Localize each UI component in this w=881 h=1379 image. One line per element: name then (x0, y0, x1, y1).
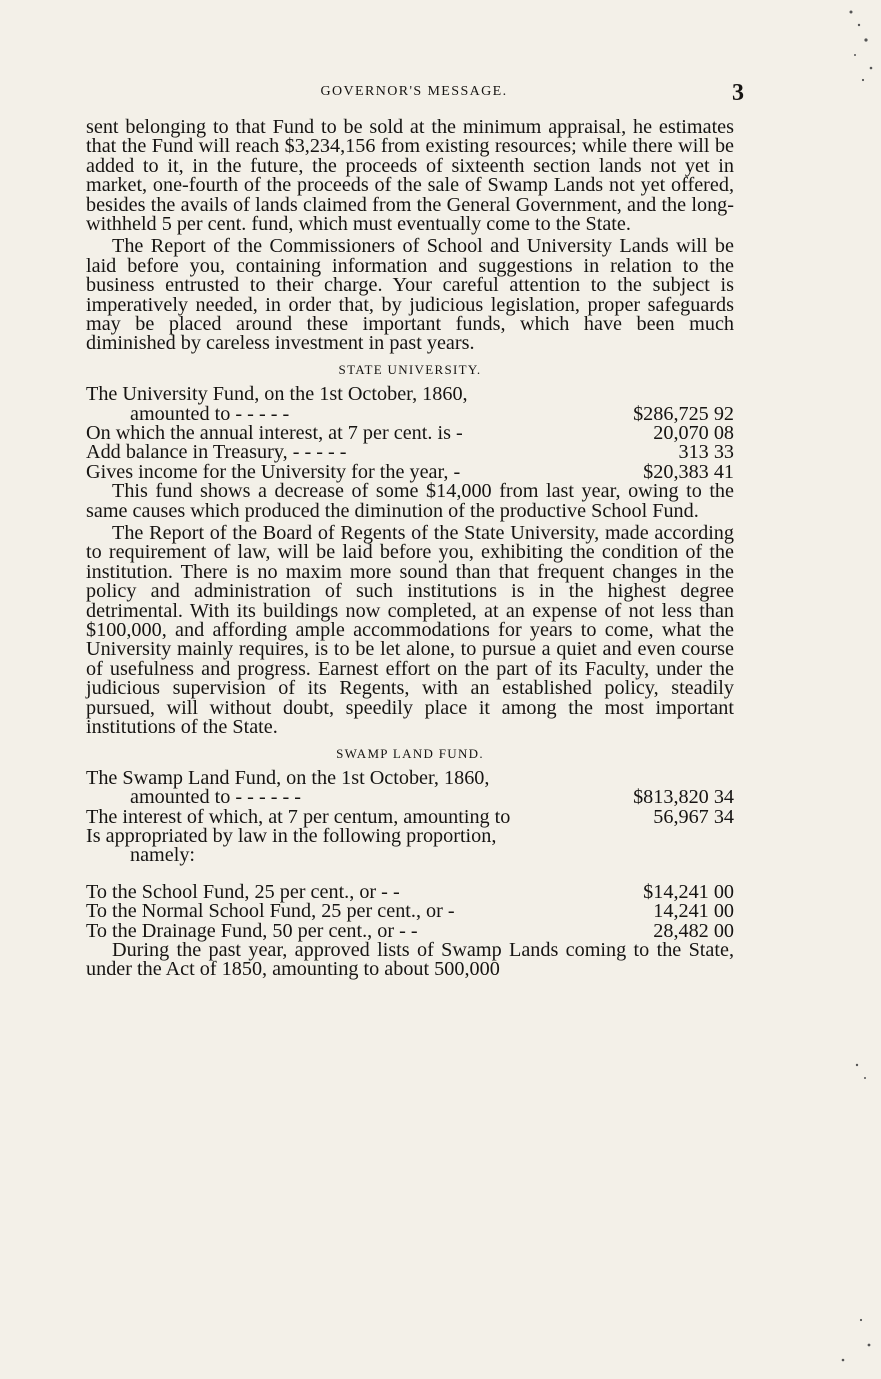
row-label: amounted to - - - - - (130, 402, 290, 425)
row-amount: 14,241 00 (653, 900, 734, 923)
paragraph-commissioners-report: The Report of the Commissioners of School and University Lands will be laid before you, containing information and suggestions in relation to the business entrusted to their charge. Your careful attention to the subject is imperatively needed, in order that, by judicious legislation, proper safeguards may be placed around these important funds, which have been much diminished by careless investment in past years. (86, 235, 734, 355)
table-row (86, 902, 734, 921)
university-fund-table (86, 385, 734, 482)
row-label: To the School Fund, 25 per cent., or - - (86, 880, 400, 903)
row-label: amounted to - - - - - - (130, 786, 301, 809)
row-label: namely: (130, 844, 196, 867)
row-label: To the Drainage Fund, 50 per cent., or - - (86, 919, 418, 942)
row-label: Add balance in Treasury, - - - - - (86, 441, 347, 464)
swamp-land-fund-table (86, 766, 734, 942)
row-amount: 20,070 08 (653, 422, 734, 445)
running-head: GOVERNOR'S MESSAGE. (320, 84, 508, 99)
row-amount: $813,820 34 (633, 786, 734, 809)
page-body (86, 118, 734, 983)
table-row (86, 846, 734, 865)
page-edge-specks (821, 0, 881, 1379)
row-amount: 313 33 (678, 441, 734, 464)
paragraph-school-fund-continued: sent belonging to that Fund to be sold at the minimum appraisal, he estimates that the Fund will reach $3,234,156 from existing resources; while there will be added to it, in the future, the proceeds of sixteenth section lands not yet in market, one-fourth of the proceeds of the sale of Swamp Lands not yet offered, besides the avails of lands claimed from the General Government, and the long-withheld 5 per cent. fund, which must eventually come to the State. (86, 116, 734, 236)
paragraph-fund-decrease: This fund shows a decrease of some $14,000 from last year, owing to the same causes which produced the diminution of the productive School Fund. (86, 480, 734, 522)
table-row (86, 385, 734, 404)
row-label: The University Fund, on the 1st October, 1860, (86, 383, 468, 406)
row-label: Gives income for the University for the year, - (86, 460, 461, 483)
page-header (84, 80, 744, 110)
row-amount: $20,383 41 (643, 460, 734, 483)
row-amount: 56,967 34 (653, 805, 734, 828)
row-amount: $14,241 00 (643, 880, 734, 903)
paragraph-swamp-lands-lists: During the past year, approved lists of Swamp Lands coming to the State, under the Act of 1850, amounting to about 500,000 (86, 939, 734, 981)
section-heading-swamp-land-fund: SWAMP LAND FUND. (336, 745, 484, 761)
paragraph-regents-report: The Report of the Board of Regents of the State University, made according to requirement of law, will be laid before you, exhibiting the condition of the institution. There is no maxim more sound than that frequent changes in the policy and administration of such institutions is in the highest degree detrimental. With its buildings now completed, at an expense of not less than $100,000, and affording ample accommodations for years to come, what the University mainly requires, is to be let alone, to pursue a quiet and even course of usefulness and progress. Earnest effort on the part of its Faculty, under the judicious supervision of its Regents, with an established policy, steadily pursued, will without doubt, speedily place it among the most important institutions of the State. (86, 522, 734, 739)
row-amount: 28,482 00 (653, 919, 734, 942)
page-number: 3 (732, 80, 744, 106)
section-heading-state-university: STATE UNIVERSITY. (338, 361, 482, 377)
row-label: The interest of which, at 7 per centum, amounting to (86, 805, 511, 828)
row-label: On which the annual interest, at 7 per cent. is - (86, 422, 463, 445)
row-amount: $286,725 92 (633, 402, 734, 425)
row-label: To the Normal School Fund, 25 per cent., or - (86, 900, 455, 923)
row-label: The Swamp Land Fund, on the 1st October, 1860, (86, 766, 490, 789)
row-label: Is appropriated by law in the following proportion, (86, 825, 497, 848)
table-row (86, 443, 734, 462)
table-row (86, 788, 734, 807)
